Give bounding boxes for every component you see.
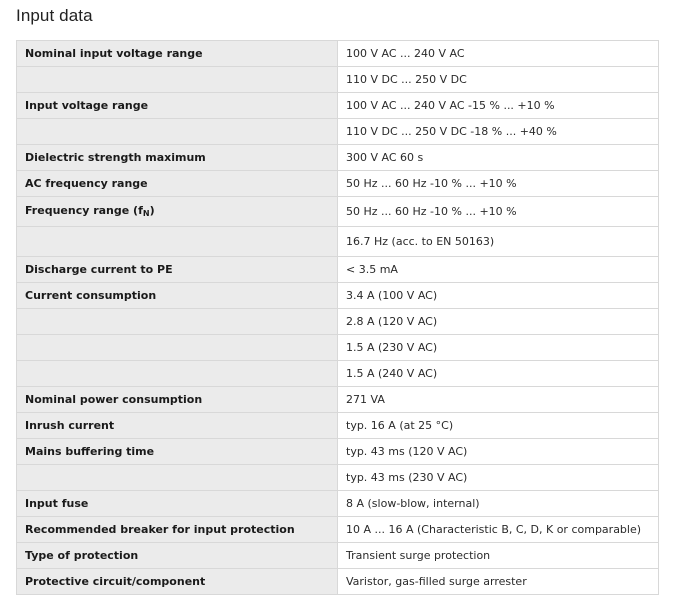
table-row [17,197,659,227]
row-label: Inrush current [17,413,338,439]
table-row [17,93,659,119]
row-label [17,67,338,93]
row-value: 50 Hz ... 60 Hz -10 % ... +10 % [338,197,659,227]
row-value: 2.8 A (120 V AC) [338,309,659,335]
row-label: Dielectric strength maximum [17,145,338,171]
row-value: 1.5 A (240 V AC) [338,361,659,387]
table-row [17,439,659,465]
row-value: 271 VA [338,387,659,413]
table-row [17,145,659,171]
row-label [17,227,338,257]
row-label [17,335,338,361]
row-label: Nominal power consumption [17,387,338,413]
row-label-subscript: N [142,208,150,218]
table-row [17,257,659,283]
row-label-text: Frequency range (f [25,203,143,217]
row-value: 50 Hz ... 60 Hz -10 % ... +10 % [338,171,659,197]
row-value: 1.5 A (230 V AC) [338,335,659,361]
table-row [17,413,659,439]
row-label: AC frequency range [17,171,338,197]
table-row [17,227,659,257]
row-label: Mains buffering time [17,439,338,465]
table-row [17,283,659,309]
spec-table [16,40,659,595]
table-row [17,491,659,517]
row-value: 3.4 A (100 V AC) [338,283,659,309]
row-value: Transient surge protection [338,543,659,569]
row-value: 110 V DC ... 250 V DC -18 % ... +40 % [338,119,659,145]
row-label: Protective circuit/component [17,569,338,595]
table-row [17,465,659,491]
row-label: Input fuse [17,491,338,517]
table-row [17,335,659,361]
row-value: 110 V DC ... 250 V DC [338,67,659,93]
table-row [17,41,659,67]
row-label [17,119,338,145]
row-value: 100 V AC ... 240 V AC [338,41,659,67]
row-label: Type of protection [17,543,338,569]
row-value: 8 A (slow-blow, internal) [338,491,659,517]
table-row [17,387,659,413]
row-value: typ. 16 A (at 25 °C) [338,413,659,439]
row-label: Nominal input voltage range [17,41,338,67]
row-value: typ. 43 ms (230 V AC) [338,465,659,491]
table-row [17,543,659,569]
row-label [17,361,338,387]
row-label: Discharge current to PE [17,257,338,283]
row-label: Recommended breaker for input protection [17,517,338,543]
table-row [17,569,659,595]
section-title: Input data [16,6,93,25]
row-value: 16.7 Hz (acc. to EN 50163) [338,227,659,257]
table-row [17,67,659,93]
row-value: typ. 43 ms (120 V AC) [338,439,659,465]
row-label: Input voltage range [17,93,338,119]
row-label-suffix: ) [149,203,155,217]
table-row [17,517,659,543]
table-row [17,119,659,145]
row-label [17,197,338,227]
row-value: Varistor, gas-filled surge arrester [338,569,659,595]
table-row [17,309,659,335]
table-row [17,171,659,197]
row-value: 100 V AC ... 240 V AC -15 % ... +10 % [338,93,659,119]
row-value: 10 A ... 16 A (Characteristic B, C, D, K or comparable) [338,517,659,543]
row-value: 300 V AC 60 s [338,145,659,171]
table-row [17,361,659,387]
row-label [17,465,338,491]
row-value: < 3.5 mA [338,257,659,283]
row-label: Current consumption [17,283,338,309]
row-label [17,309,338,335]
